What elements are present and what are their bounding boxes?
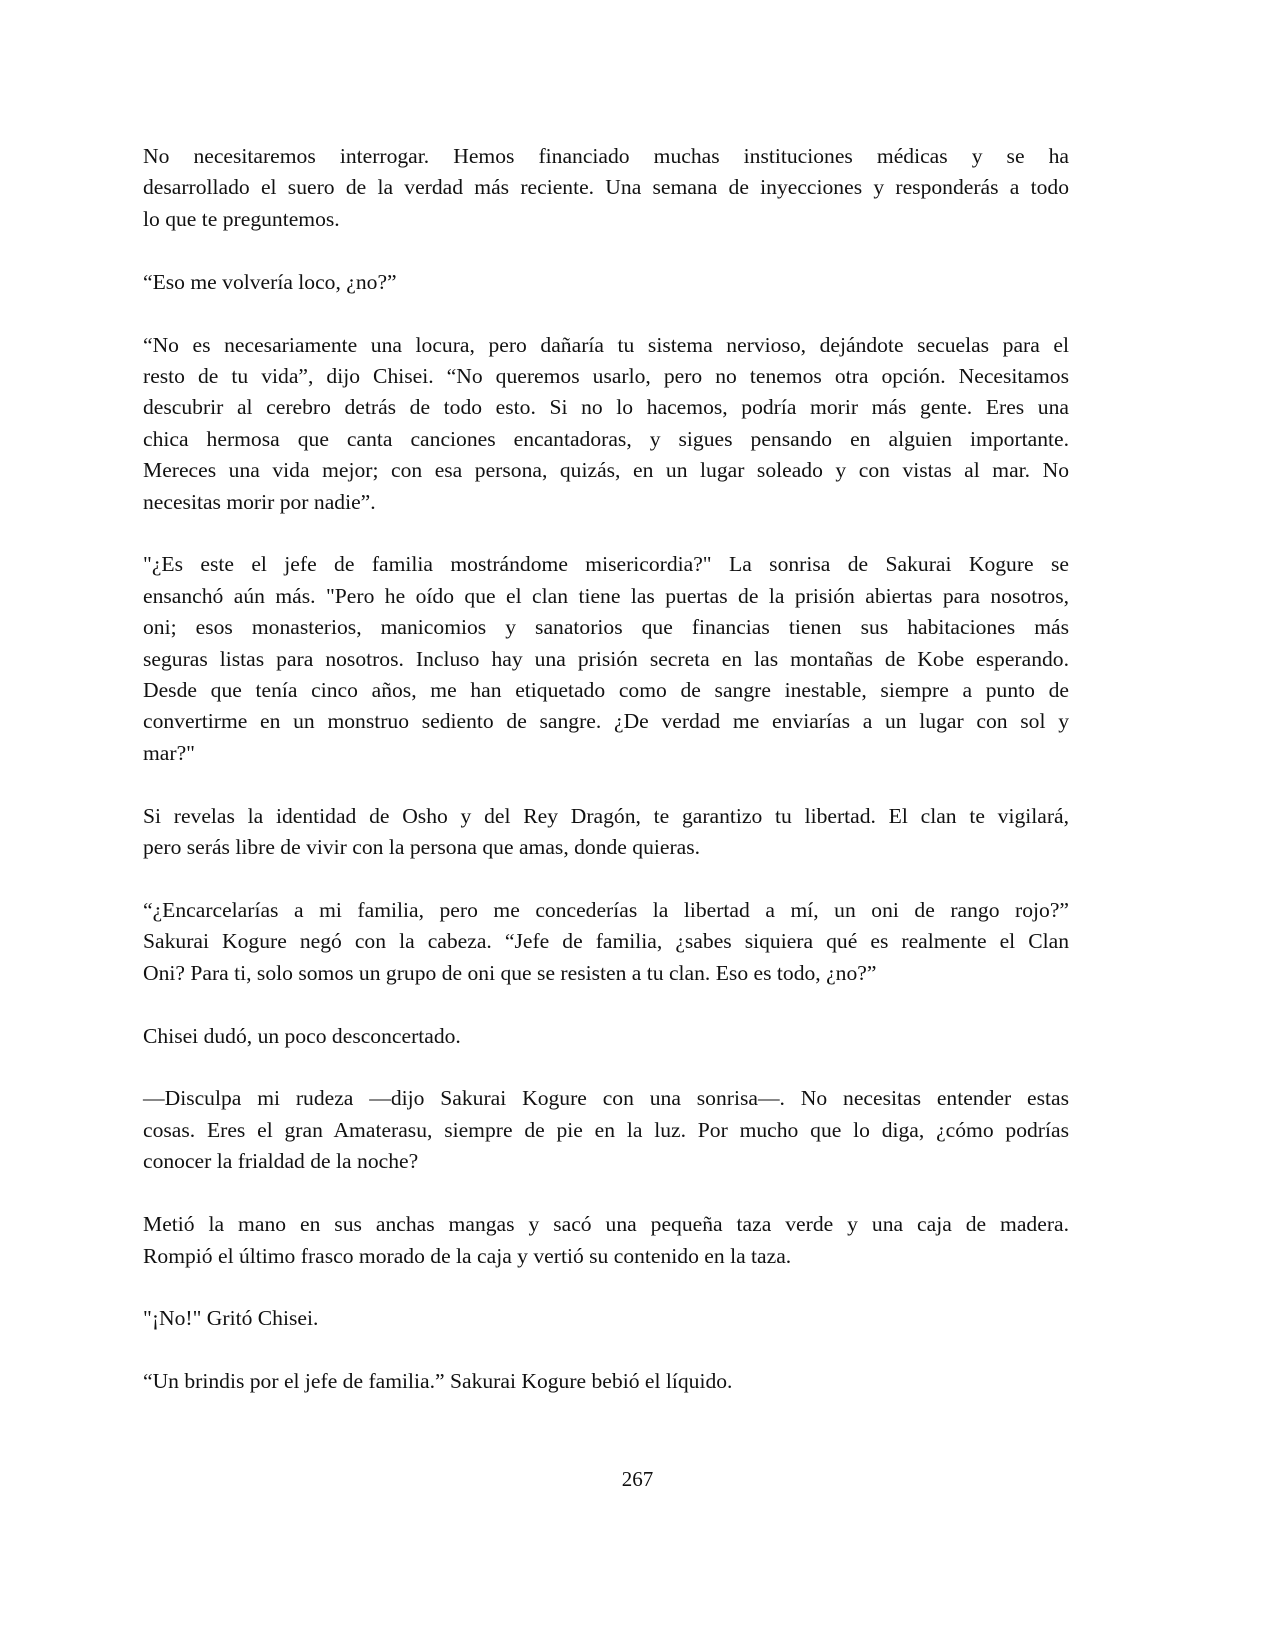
text-line: resto de tu vida”, dijo Chisei. “No queremos usarlo, pero no tenemos otra opción. Necesitamos	[143, 363, 1069, 388]
text-line: —Disculpa mi rudeza —dijo Sakurai Kogure con una sonrisa—. No necesitas entender estas	[143, 1086, 1069, 1111]
text-line: Rompió el último frasco morado de la caja y vertió su contenido en la taza.	[143, 1243, 792, 1268]
text-line: No necesitaremos interrogar. Hemos financiado muchas instituciones médicas y se ha	[143, 144, 1069, 168]
paragraph	[143, 1303, 1069, 1334]
text-line: “Un brindis por el jefe de familia.” Sakurai Kogure bebió el líquido.	[143, 1369, 733, 1394]
text-line: Sakurai Kogure negó con la cabeza. “Jefe de familia, ¿sabes siquiera qué es realmente el Clan	[143, 929, 1069, 954]
text-line: conocer la frialdad de la noche?	[143, 1149, 419, 1174]
paragraph	[143, 801, 1069, 864]
text-line: oni; esos monasterios, manicomios y sanatorios que financias tienen sus habitaciones más	[143, 615, 1069, 640]
text-line: "¿Es este el jefe de familia mostrándome misericordia?" La sonrisa de Sakurai Kogure se	[143, 552, 1069, 577]
text-line: pero serás libre de vivir con la persona que amas, donde quieras.	[143, 835, 701, 860]
paragraph	[143, 141, 1069, 235]
paragraph	[143, 267, 1069, 298]
text-line: ensanchó aún más. "Pero he oído que el clan tiene las puertas de la prisión abiertas para nosotros,	[143, 583, 1069, 608]
text-line: Metió la mano en sus anchas mangas y sacó una pequeña taza verde y una caja de madera.	[143, 1212, 1069, 1237]
text-line: Desde que tenía cinco años, me han etiquetado como de sangre inestable, siempre a punto de	[143, 677, 1069, 702]
paragraph	[143, 1083, 1069, 1177]
paragraph	[143, 330, 1069, 518]
paragraph	[143, 549, 1069, 769]
text-line: "¡No!" Gritó Chisei.	[143, 1306, 319, 1331]
text-line: Si revelas la identidad de Osho y del Rey Dragón, te garantizo tu libertad. El clan te vigilará,	[143, 803, 1069, 828]
text-line: “No es necesariamente una locura, pero dañaría tu sistema nervioso, dejándote secuelas para el	[143, 332, 1069, 357]
text-line: seguras listas para nosotros. Incluso hay una prisión secreta en las montañas de Kobe esperando.	[143, 646, 1069, 671]
paragraph	[143, 1209, 1069, 1272]
text-line: convertirme en un monstruo sediento de sangre. ¿De verdad me enviarías a un lugar con sol y	[143, 709, 1069, 734]
text-line: cosas. Eres el gran Amaterasu, siempre de pie en la luz. Por mucho que lo diga, ¿cómo podrías	[143, 1117, 1069, 1142]
paragraph	[143, 1366, 1069, 1397]
text-line: “Eso me volvería loco, ¿no?”	[143, 269, 397, 294]
text-line: desarrollado el suero de la verdad más reciente. Una semana de inyecciones y responderás a todo	[143, 175, 1069, 200]
text-line: Oni? Para ti, solo somos un grupo de oni que se resisten a tu clan. Eso es todo, ¿no?”	[143, 960, 877, 985]
text-line: mar?"	[143, 740, 195, 765]
text-line: lo que te preguntemos.	[143, 206, 340, 231]
page-body	[143, 141, 1069, 1429]
text-line: necesitas morir por nadie”.	[143, 489, 376, 514]
text-line: Chisei dudó, un poco desconcertado.	[143, 1023, 461, 1048]
text-line: Mereces una vida mejor; con esa persona, quizás, en un lugar soleado y con vistas al mar. No	[143, 458, 1069, 483]
text-line: “¿Encarcelarías a mi familia, pero me concederías la libertad a mí, un oni de rango rojo?”	[143, 897, 1069, 922]
page-number: 267	[621, 1467, 654, 1491]
text-line: chica hermosa que canta canciones encantadoras, y sigues pensando en alguien importante.	[143, 426, 1069, 451]
paragraph	[143, 1021, 1069, 1052]
text-line: descubrir al cerebro detrás de todo esto. Si no lo hacemos, podría morir más gente. Eres una	[143, 395, 1069, 420]
paragraph	[143, 895, 1069, 989]
